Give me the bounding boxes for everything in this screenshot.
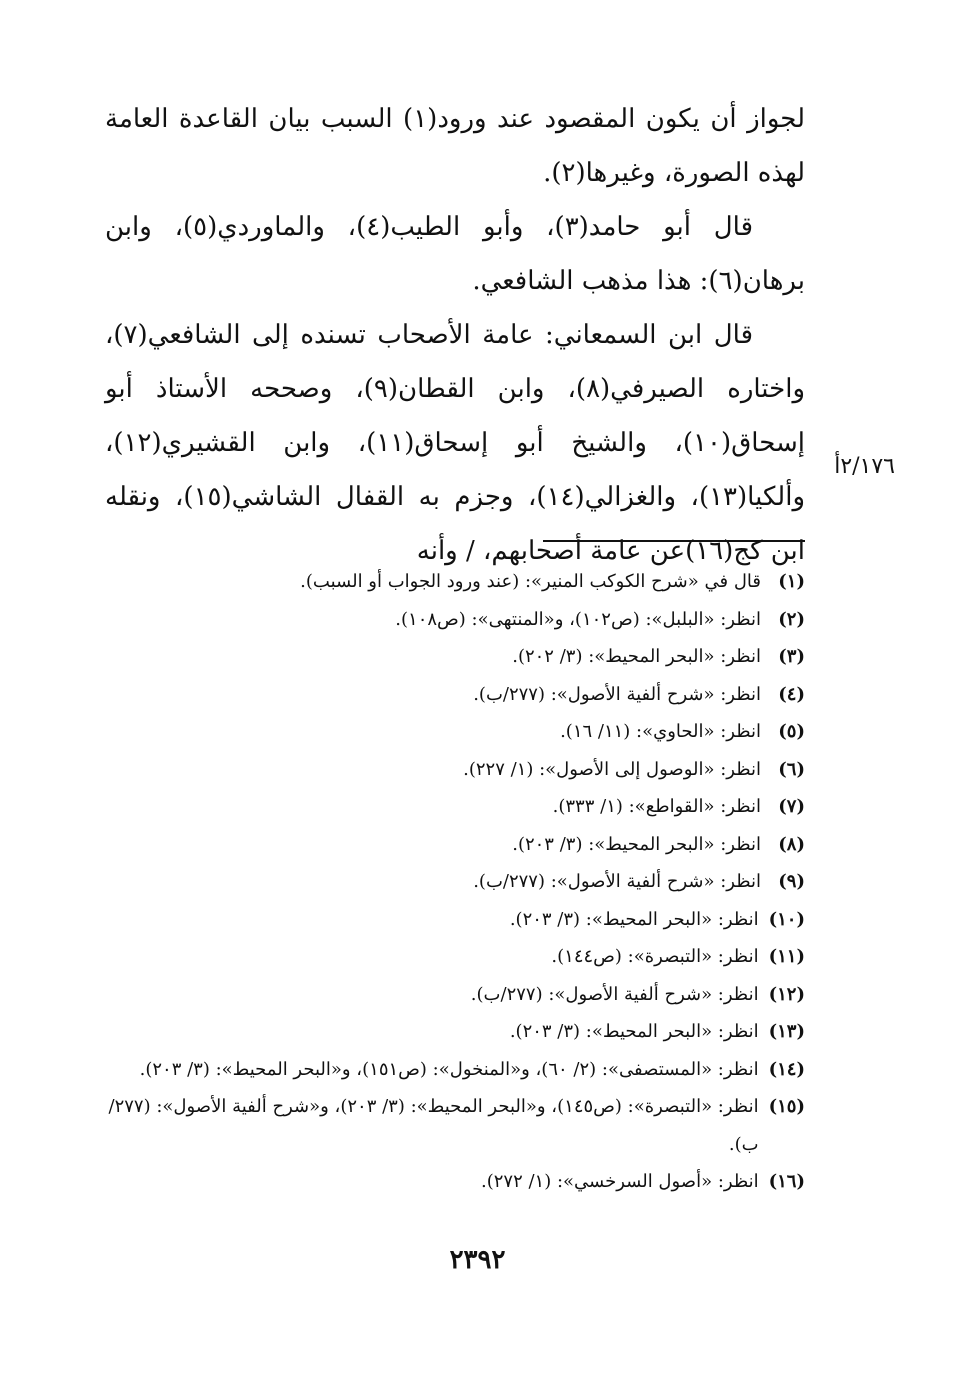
footnote-item [105, 901, 805, 939]
footnote-text: انظر: «البحر المحيط»: (٣/ ٢٠٣). [512, 833, 761, 855]
footnote-item [105, 713, 805, 751]
footnote-text: انظر: «شرح ألفية الأصول»: (٢٧٧/ب). [470, 983, 759, 1005]
footnote-item [105, 826, 805, 864]
footnote-item [105, 1163, 805, 1201]
footnote-item [105, 676, 805, 714]
footnote-divider [543, 540, 805, 542]
footnote-item [105, 751, 805, 789]
footnote-item [105, 638, 805, 676]
footnote-item [105, 1088, 805, 1163]
footnote-text: انظر: «البحر المحيط»: (٣/ ٢٠٢). [512, 646, 761, 667]
footnote-text: انظر: «البلبل»: (ص١٠٢)، و«المنتهى»: (ص١٠٨). [395, 608, 761, 630]
manuscript-folio-marker: ٢/١٧٦أ [834, 454, 895, 479]
footnote-number: (٢) [778, 608, 805, 630]
footnote-text: انظر: «شرح ألفية الأصول»: (٢٧٧/ب). [473, 683, 761, 705]
footnote-number: (١٣) [768, 1021, 805, 1042]
footnote-number: (٥) [778, 721, 805, 742]
footnote-number: (١١) [768, 946, 805, 967]
footnote-text: انظر: «أصول السرخسي»: (١/ ٢٧٢). [480, 1171, 759, 1192]
footnote-number: (١) [778, 571, 805, 592]
footnote-item [105, 788, 805, 826]
footnote-item [105, 938, 805, 976]
footnote-text: انظر: «التبصرة»: (ص١٤٤). [551, 946, 759, 967]
paragraph-1: لجواز أن يكون المقصود عند ورود(١) السبب بيان القاعدة العامة لهذه الصورة، وغيرها(٢). [105, 104, 805, 188]
footnote-item [105, 1051, 805, 1089]
footnote-number: (٤) [778, 683, 805, 705]
footnote-number: (١٥) [768, 1096, 805, 1117]
page-number: ٢٣٩٢ [449, 1245, 506, 1275]
footnote-number: (١٠) [768, 908, 805, 930]
footnote-item [105, 601, 805, 639]
footnote-item [105, 976, 805, 1014]
footnote-number: (٩) [778, 871, 805, 892]
footnote-text: قال في «شرح الكوكب المنير»: (عند ورود الجواب أو السبب). [300, 571, 761, 592]
footnotes-list [105, 563, 805, 1201]
footnote-number: (١٢) [768, 983, 805, 1005]
footnote-item [105, 1013, 805, 1051]
footnote-text: انظر: «الحاوي»: (١١/ ١٦). [560, 721, 761, 742]
footnote-item [105, 563, 805, 601]
footnote-number: (٨) [778, 833, 805, 855]
main-text [105, 92, 805, 578]
footnote-number: (٧) [778, 796, 805, 817]
footnote-text: انظر: «شرح ألفية الأصول»: (٢٧٧/ب). [473, 871, 761, 892]
footnote-number: (٦) [778, 758, 805, 780]
footnote-text: انظر: «البحر المحيط»: (٣/ ٢٠٣). [509, 908, 759, 930]
paragraph-3: قال ابن السمعاني: عامة الأصحاب تسنده إلى الشافعي(٧)، واختاره الصيرفي(٨)، وابن القطان(٩)، وصححه الأستاذ أبو إسحاق(١٠)، والشيخ أبو إسحاق(١١)، وابن القشيري(١٢)، وألكيا(١٣)، والغزالي(١٤)، وجزم به القفال الشاشي(١٥)، ونقله ابن كج(١٦)عن عامة أصحابهم، / وأنه [105, 320, 806, 566]
footnote-item [105, 863, 805, 901]
footnote-text: انظر: «الوصول إلى الأصول»: (١/ ٢٢٧). [463, 758, 761, 780]
footnote-number: (١٤) [768, 1058, 805, 1080]
footnote-text: انظر: «القواطع»: (١/ ٣٣٣). [552, 796, 761, 817]
footnote-number: (١٦) [768, 1171, 805, 1192]
footnote-number: (٣) [778, 646, 805, 667]
footnote-text: انظر: «المستصفى»: (٢/ ٦٠)، و«المنخول»: (ص١٥١)، و«البحر المحيط»: (٣/ ٢٠٣). [139, 1058, 759, 1080]
footnote-text: انظر: «التبصرة»: (ص١٤٥)، و«البحر المحيط»: (٣/ ٢٠٣)، و«شرح ألفية الأصول»: (٢٧٧/ب). [108, 1096, 759, 1155]
paragraph-2: قال أبو حامد(٣)، وأبو الطيب(٤)، والماوردي(٥)، وابن برهان(٦): هذا مذهب الشافعي. [105, 212, 805, 296]
footnote-text: انظر: «البحر المحيط»: (٣/ ٢٠٣). [509, 1021, 759, 1042]
